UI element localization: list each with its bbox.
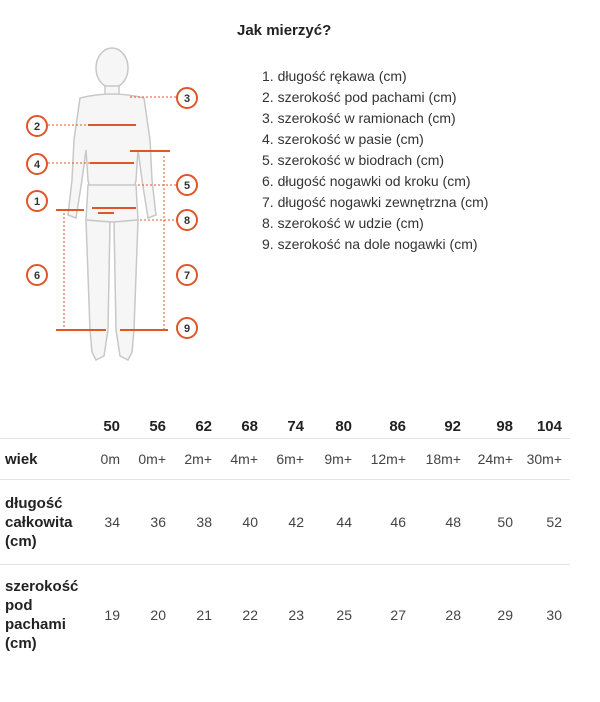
table-cell: 21	[196, 607, 212, 623]
guide-item: 7. długość nogawki zewnętrzna (cm)	[262, 194, 489, 210]
size-header-row	[0, 414, 570, 439]
guide-item: 9. szerokość na dole nogawki (cm)	[262, 236, 478, 252]
row-label: długość całkowita (cm)	[0, 480, 85, 565]
table-cell: 46	[360, 480, 414, 565]
table-cell: 9m+	[312, 439, 360, 480]
row-label: szerokość pod pachami (cm)	[5, 578, 79, 652]
table-row	[0, 480, 570, 565]
guide-item: 4. szerokość w pasie (cm)	[262, 131, 424, 147]
table-cell: 34	[85, 480, 128, 565]
table-cell: 22	[242, 607, 258, 623]
table-cell: 29	[497, 607, 513, 623]
table-cell: 6m+	[266, 439, 312, 480]
table-cell: 4m+	[220, 439, 266, 480]
size-header: 50	[85, 414, 128, 439]
size-header: 62	[174, 414, 220, 439]
size-header: 86	[360, 414, 414, 439]
marker-7	[177, 265, 197, 285]
table-cell: 0m	[85, 439, 128, 480]
table-cell: 25	[336, 607, 352, 623]
table-cell: 52	[521, 480, 570, 565]
table-cell: 44	[312, 480, 360, 565]
guide-list	[262, 66, 488, 255]
svg-text:9: 9	[183, 323, 191, 335]
size-header: 80	[312, 414, 360, 439]
size-header: 74	[266, 414, 312, 439]
body-silhouette	[68, 48, 156, 360]
table-cell: 48	[414, 480, 469, 565]
svg-text:4: 4	[33, 159, 41, 171]
guide-item: 2. szerokość pod pachami (cm)	[262, 89, 457, 105]
table-cell: 28	[445, 607, 461, 623]
table-cell: 50	[469, 480, 521, 565]
marker-6	[27, 265, 47, 285]
size-header: 92	[414, 414, 469, 439]
marker-3	[177, 88, 197, 108]
table-cell: 38	[174, 480, 220, 565]
svg-text:5: 5	[183, 180, 191, 192]
table-row	[0, 565, 570, 666]
marker-9	[177, 318, 197, 338]
table-cell: 24m+	[469, 439, 521, 480]
table-cell: 27	[390, 607, 406, 623]
svg-text:1: 1	[33, 196, 41, 208]
table-cell: 20	[150, 607, 166, 623]
size-header: 104	[521, 414, 570, 439]
header-corner	[0, 414, 85, 439]
svg-text:3: 3	[183, 93, 191, 105]
table-cell: 18m+	[414, 439, 469, 480]
marker-2	[27, 116, 47, 136]
row-label: wiek	[0, 439, 85, 480]
table-cell: 2m+	[174, 439, 220, 480]
table-cell: 36	[128, 480, 174, 565]
measurement-figure	[0, 30, 230, 375]
guide-title: Jak mierzyć?	[237, 22, 332, 39]
marker-5	[177, 175, 197, 195]
svg-text:6: 6	[33, 270, 41, 282]
svg-text:7: 7	[183, 270, 191, 282]
size-header: 68	[220, 414, 266, 439]
guide-item: 5. szerokość w biodrach (cm)	[262, 152, 445, 168]
marker-1	[27, 191, 47, 211]
table-cell: 30	[546, 607, 562, 623]
table-cell: 42	[266, 480, 312, 565]
table-cell: 19	[104, 607, 120, 623]
guide-item: 6. długość nogawki od kroku (cm)	[262, 173, 471, 189]
table-cell: 12m+	[360, 439, 414, 480]
guide-item: 3. szerokość w ramionach (cm)	[262, 110, 456, 126]
size-header: 56	[128, 414, 174, 439]
table-cell: 0m+	[128, 439, 174, 480]
marker-8	[177, 210, 197, 230]
table-cell: 23	[288, 607, 304, 623]
table-cell: 40	[220, 480, 266, 565]
svg-text:2: 2	[33, 121, 41, 133]
svg-text:8: 8	[183, 215, 191, 227]
table-row	[0, 439, 570, 480]
marker-4	[27, 154, 47, 174]
size-header: 98	[469, 414, 521, 439]
table-cell: 30m+	[521, 439, 570, 480]
size-table	[0, 414, 570, 665]
guide-item: 8. szerokość w udzie (cm)	[262, 215, 424, 231]
guide-item: 1. długość rękawa (cm)	[262, 68, 407, 84]
